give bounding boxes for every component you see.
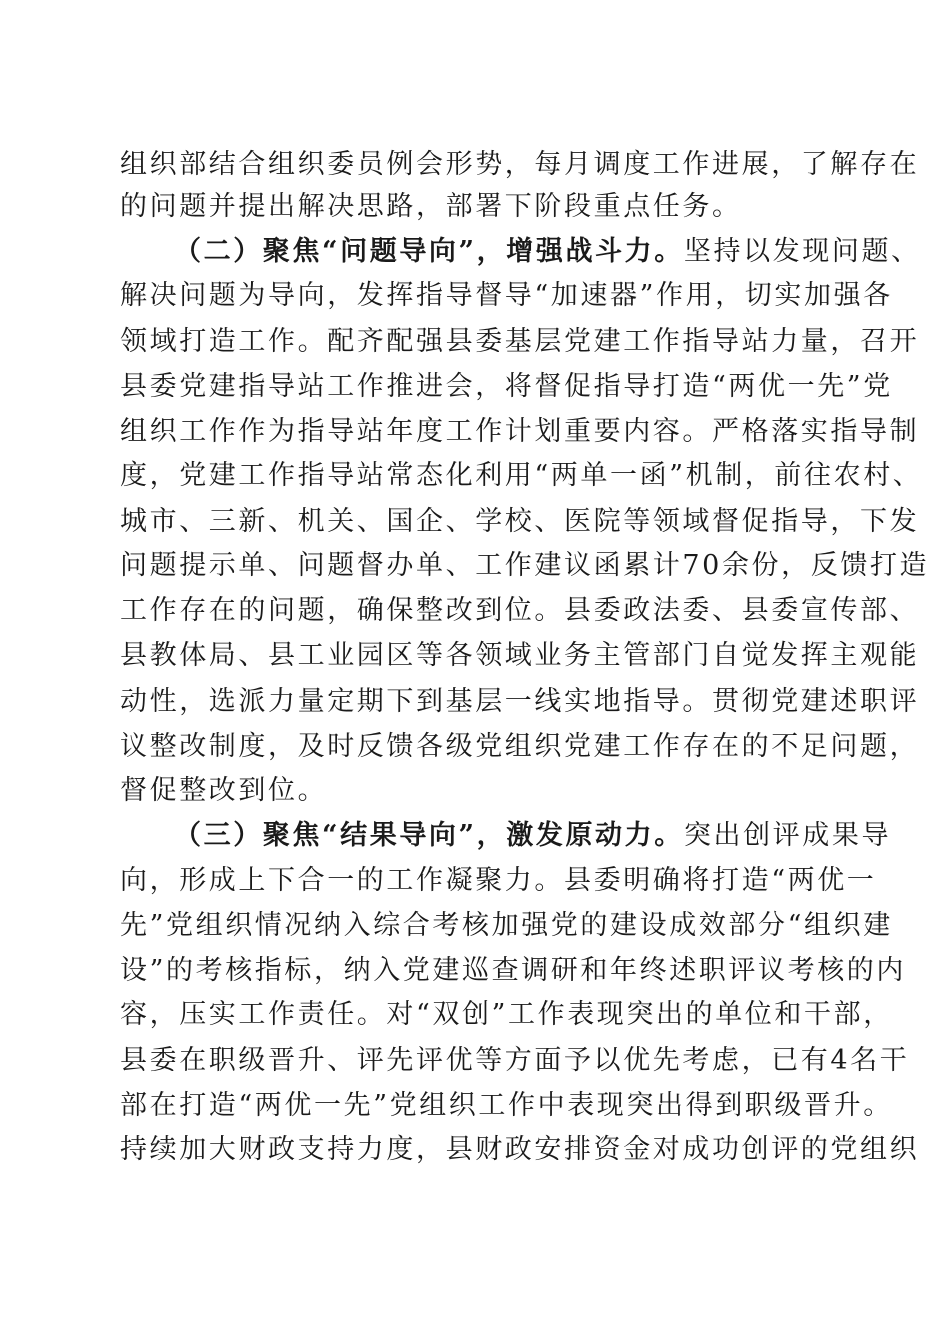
paragraph-line: 向，形成上下合一的工作凝聚力。县委明确将打造“两优一	[120, 865, 877, 896]
section-three-heading: （三）聚焦“结果导向”，激发原动力。	[174, 820, 684, 851]
paragraph-line: 容，压实工作责任。对“双创”工作表现突出的单位和干部，	[120, 999, 893, 1030]
paragraph-text: 突出创评成果导	[683, 820, 892, 851]
section-two-heading: （二）聚焦“问题导向”，增强战斗力。	[174, 236, 684, 267]
paragraph-line: 先”党组织情况纳入综合考核加强党的建设成效部分“组织建	[120, 910, 893, 941]
paragraph-line: 解决问题为导向，发挥指导督导“加速器”作用，切实加强各	[120, 280, 893, 311]
paragraph-line: 组织工作作为指导站年度工作计划重要内容。严格落实指导制	[120, 416, 920, 447]
paragraph-line: 县委在职级晋升、评先评优等方面予以优先考虑，已有4名干	[120, 1045, 910, 1076]
section-two-line	[174, 232, 921, 272]
paragraph-line: 动性，选派力量定期下到基层一线实地指导。贯彻党建述职评	[120, 686, 920, 717]
paragraph-line: 领域打造工作。配齐配强县委基层党建工作指导站力量，召开	[120, 326, 920, 357]
paragraph-line: 部在打造“两优一先”党组织工作中表现突出得到职级晋升。	[120, 1090, 893, 1121]
paragraph-line: 设”的考核指标，纳入党建巡查调研和年终述职评议考核的内	[120, 955, 907, 986]
paragraph-line: 督促整改到位。	[120, 775, 328, 806]
paragraph-line: 县委党建指导站工作推进会，将督促指导打造“两优一先”党	[120, 371, 893, 402]
paragraph-line: 县教体局、县工业园区等各领域业务主管部门自觉发挥主观能	[120, 640, 920, 671]
paragraph-line: 城市、三新、机关、国企、学校、医院等领域督促指导，下发	[120, 506, 920, 537]
paragraph-line: 组织部结合组织委员例会形势，每月调度工作进展，了解存在	[120, 149, 920, 180]
paragraph-text: 坚持以发现问题、	[683, 236, 921, 267]
section-three-line	[174, 816, 891, 856]
paragraph-line: 问题提示单、问题督办单、工作建议函累计70余份，反馈打造	[120, 550, 930, 581]
paragraph-line: 工作存在的问题，确保整改到位。县委政法委、县委宣传部、	[120, 595, 920, 626]
paragraph-line: 度，党建工作指导站常态化利用“两单一函”机制，前往农村、	[120, 460, 923, 491]
paragraph-line: 的问题并提出解决思路，部署下阶段重点任务。	[120, 191, 742, 222]
paragraph-line: 议整改制度，及时反馈各级党组织党建工作存在的不足问题，	[120, 731, 920, 762]
paragraph-line: 持续加大财政支持力度，县财政安排资金对成功创评的党组织	[120, 1134, 920, 1165]
